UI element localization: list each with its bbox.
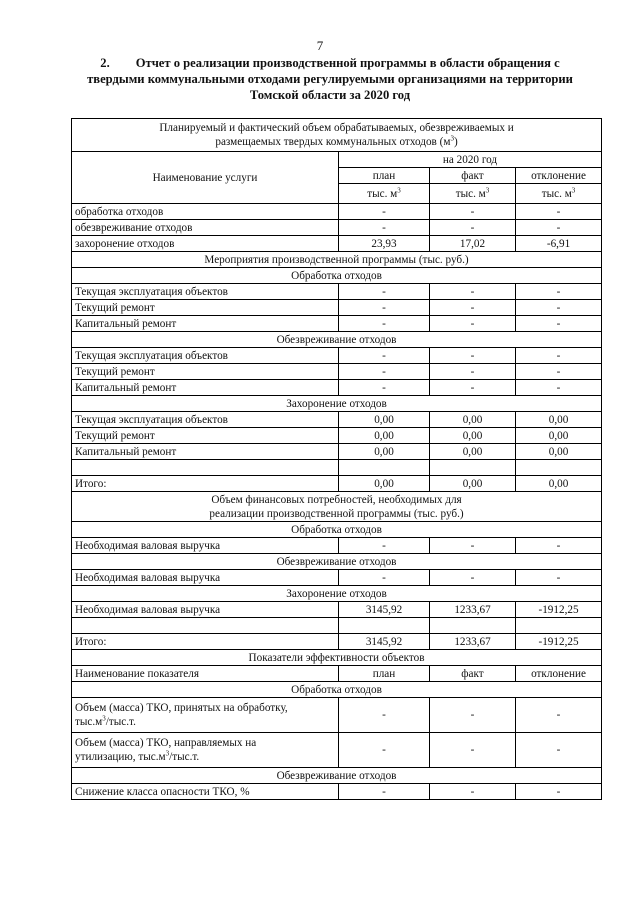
efficiency-title: Показатели эффективности объектов (72, 650, 602, 666)
table-row: Капитальный ремонт - - - (72, 316, 602, 332)
volume-header-row (72, 152, 602, 168)
volume-caption: Планируемый и фактический объем обрабатываемых, обезвреживаемых и размещаемых твердых коммунальных отходов $(м^3)$ (72, 119, 602, 152)
volume-caption-row (72, 119, 602, 152)
heading-line-2: твердыми коммунальными отходами регулируемыми организациями на территории (87, 72, 573, 86)
subsection-title-row (72, 768, 602, 784)
table-row: Необходимая валовая выручка - - - (72, 538, 602, 554)
table-row: Текущая эксплуатация объектов 0,00 0,00 0,00 (72, 412, 602, 428)
table-row: Текущий ремонт - - - (72, 364, 602, 380)
total-row: Итого: 3145,92 1233,67 -1912,25 (72, 634, 602, 650)
table-row: Капитальный ремонт 0,00 0,00 0,00 (72, 444, 602, 460)
subsection-title-row (72, 332, 602, 348)
table-row: Необходимая валовая выручка - - - (72, 570, 602, 586)
total-row: Итого: 0,00 0,00 0,00 (72, 476, 602, 492)
finance-processing-title: Обработка отходов (72, 522, 602, 538)
plan-header: план (339, 168, 430, 184)
spacer-row (72, 460, 602, 476)
heading-number: 2. (100, 56, 110, 70)
heading-line-1: Отчет о реализации производственной программы в области обращения с (135, 56, 560, 70)
finance-neutralization-title: Обезвреживание отходов (72, 554, 602, 570)
spacer-row (72, 618, 602, 634)
table-row: захоронение отходов 23,93 17,02 -6,91 (72, 236, 602, 252)
page-number: 7 (316, 38, 324, 53)
measures-neutralization-title: Обезвреживание отходов (72, 332, 602, 348)
section-title-row (72, 492, 602, 522)
subsection-title-row (72, 522, 602, 538)
finance-title: Объем финансовых потребностей, необходимых для реализации производственной программы (тыс. руб.) (72, 492, 602, 522)
efficiency-processing-title: Обработка отходов (72, 682, 602, 698)
heading-line-3: Томской области за 2020 год (249, 88, 411, 102)
finance-burial-title: Захоронение отходов (72, 586, 602, 602)
table-row: Снижение класса опасности ТКО, % - - - (72, 784, 602, 800)
table-row: Объем (масса) ТКО, направляемых на утилизацию, $тыс.м^3/тыс.т$. - - - (72, 733, 602, 768)
efficiency-fact-header: факт (430, 666, 516, 682)
subsection-title-row (72, 586, 602, 602)
table-row: Текущая эксплуатация объектов - - - (72, 348, 602, 364)
subsection-title-row (72, 682, 602, 698)
section-title-row (72, 650, 602, 666)
measures-title: Мероприятия производственной программы (тыс. руб.) (72, 252, 602, 268)
report-heading (70, 55, 590, 103)
unit-plan: тыс. $м^3$ (339, 184, 430, 204)
deviation-header: отклонение (516, 168, 602, 184)
unit-deviation: тыс. $м^3$ (516, 184, 602, 204)
table-row: Объем (масса) ТКО, принятых на обработку, $тыс.м^3/тыс.т$. - - - (72, 698, 602, 733)
section-title-row (72, 252, 602, 268)
year-header: на 2020 год (339, 152, 602, 168)
table-row: обработка отходов - - - (72, 204, 602, 220)
efficiency-header-row (72, 666, 602, 682)
measures-burial-title: Захоронение отходов (72, 396, 602, 412)
table-row: Текущий ремонт - - - (72, 300, 602, 316)
table-row: Текущий ремонт 0,00 0,00 0,00 (72, 428, 602, 444)
efficiency-neutralization-title: Обезвреживание отходов (72, 768, 602, 784)
efficiency-plan-header: план (339, 666, 430, 682)
unit-fact: тыс. $м^3$ (430, 184, 516, 204)
efficiency-deviation-header: отклонение (516, 666, 602, 682)
report-table (71, 118, 602, 800)
fact-header: факт (430, 168, 516, 184)
subsection-title-row (72, 396, 602, 412)
table-row: Текущая эксплуатация объектов - - - (72, 284, 602, 300)
service-name-header: Наименование услуги (72, 152, 339, 204)
measures-processing-title: Обработка отходов (72, 268, 602, 284)
subsection-title-row (72, 268, 602, 284)
subsection-title-row (72, 554, 602, 570)
table-row: обезвреживание отходов - - - (72, 220, 602, 236)
indicator-header: Наименование показателя (72, 666, 339, 682)
table-row: Необходимая валовая выручка 3145,92 1233,67 -1912,25 (72, 602, 602, 618)
table-row: Капитальный ремонт - - - (72, 380, 602, 396)
